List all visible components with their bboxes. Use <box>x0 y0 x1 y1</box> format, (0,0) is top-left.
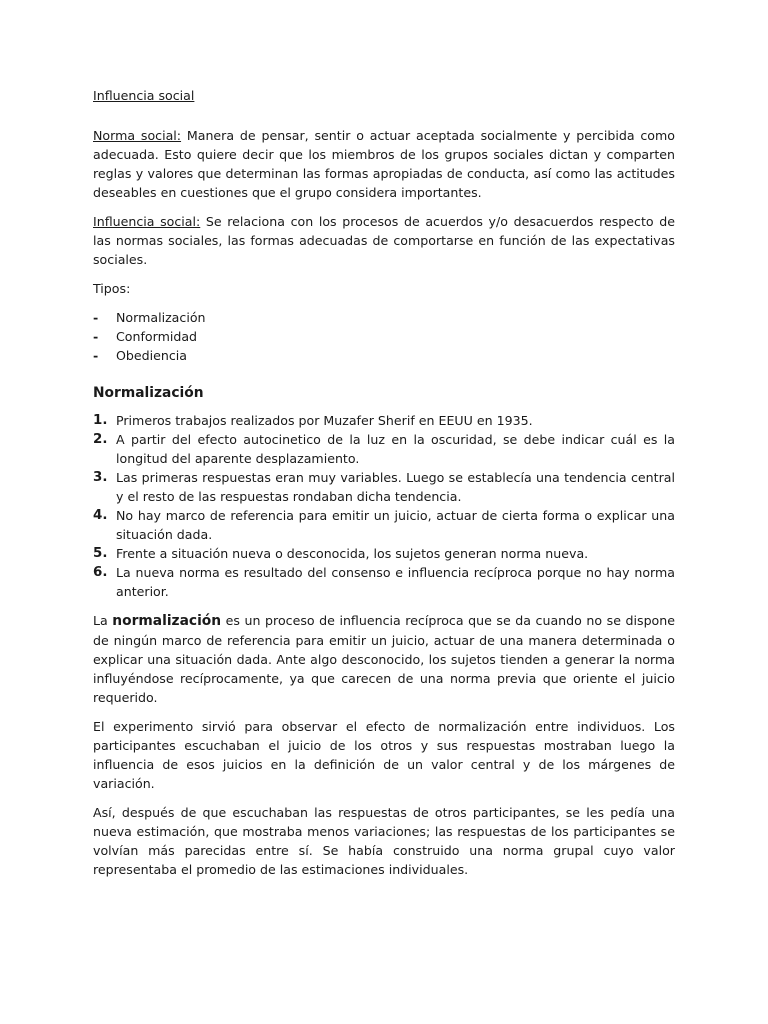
list-item-text: Normalización <box>116 310 206 325</box>
list-item-text: Obediencia <box>116 348 188 363</box>
paragraph-text: es un proceso de influencia recíproca que se da cuando no se dispone de ningún marco de referencia para emitir un juicio, actuar de una manera determinada o explicar una situación dada. Ante algo desconocido, los sujetos tienden a generar la norma influyéndose recíprocamente, ya que carecen de una norma previa que oriente el juicio requerido. <box>93 613 675 705</box>
paragraph-text: La <box>93 613 113 628</box>
item-number: 3. <box>93 470 108 485</box>
document-page <box>93 86 675 889</box>
list-item <box>93 563 675 601</box>
definition-norma-social <box>93 126 675 202</box>
section-heading: Normalización <box>93 385 204 401</box>
definition-term: Influencia social: <box>93 214 201 229</box>
list-item-text: Primeros trabajos realizados por Muzafer Sherif en EEUU en 1935. <box>116 413 533 428</box>
dash-bullet: - <box>93 329 99 344</box>
definition-term: Norma social: <box>93 128 182 143</box>
paragraph-normalizacion-definition <box>93 611 675 707</box>
list-item <box>93 506 675 544</box>
item-number: 4. <box>93 508 108 523</box>
bold-term: normalización <box>112 613 222 629</box>
list-item <box>93 468 675 506</box>
item-number: 5. <box>93 546 108 561</box>
list-item-text: Conformidad <box>116 329 198 344</box>
document-title: Influencia social <box>93 88 195 103</box>
definition-influencia-social <box>93 212 675 269</box>
definition-text: Se relaciona con los procesos de acuerdos y/o desacuerdos respecto de las normas sociales, las formas adecuadas de comportarse en función de las expectativas sociales. <box>93 214 675 267</box>
tipos-label: Tipos: <box>93 281 131 296</box>
list-item <box>93 308 675 327</box>
list-item-text: La nueva norma es resultado del consenso e influencia recíproca porque no hay norma anterior. <box>116 565 675 599</box>
item-number: 6. <box>93 565 108 580</box>
item-number: 2. <box>93 432 108 447</box>
dash-bullet: - <box>93 348 99 363</box>
list-item-text: No hay marco de referencia para emitir un juicio, actuar de cierta forma o explicar una situación dada. <box>116 508 675 542</box>
paragraph-conclusion: Así, después de que escuchaban las respuestas de otros participantes, se les pedía una nueva estimación, que mostraba menos variaciones; las respuestas de los participantes se volvían más parecidas entre sí. Se había construido una norma grupal cuyo valor representaba el promedio de las estimaciones individuales. <box>93 805 675 877</box>
tipos-list <box>93 308 675 365</box>
list-item <box>93 327 675 346</box>
paragraph-experimento: El experimento sirvió para observar el efecto de normalización entre individuos. Los participantes escuchaban el juicio de los otros y sus respuestas mostraban luego la influencia de esos juicios en la definición de un valor central y de los márgenes de variación. <box>93 719 675 791</box>
numbered-list <box>93 411 675 601</box>
list-item <box>93 346 675 365</box>
list-item-text: Las primeras respuestas eran muy variables. Luego se establecía una tendencia central y el resto de las respuestas rondaban dicha tendencia. <box>116 470 675 504</box>
list-item <box>93 544 675 563</box>
list-item-text: Frente a situación nueva o desconocida, los sujetos generan norma nueva. <box>116 546 589 561</box>
dash-bullet: - <box>93 310 99 325</box>
list-item <box>93 411 675 430</box>
item-number: 1. <box>93 413 108 428</box>
list-item <box>93 430 675 468</box>
definition-text: Manera de pensar, sentir o actuar aceptada socialmente y percibida como adecuada. Esto quiere decir que los miembros de los grupos sociales dictan y comparten reglas y valores que determinan las formas apropiadas de conducta, así como las actitudes deseables en cuestiones que el grupo considera importantes. <box>93 128 675 200</box>
list-item-text: A partir del efecto autocinetico de la luz en la oscuridad, se debe indicar cuál es la longitud del aparente desplazamiento. <box>116 432 675 466</box>
